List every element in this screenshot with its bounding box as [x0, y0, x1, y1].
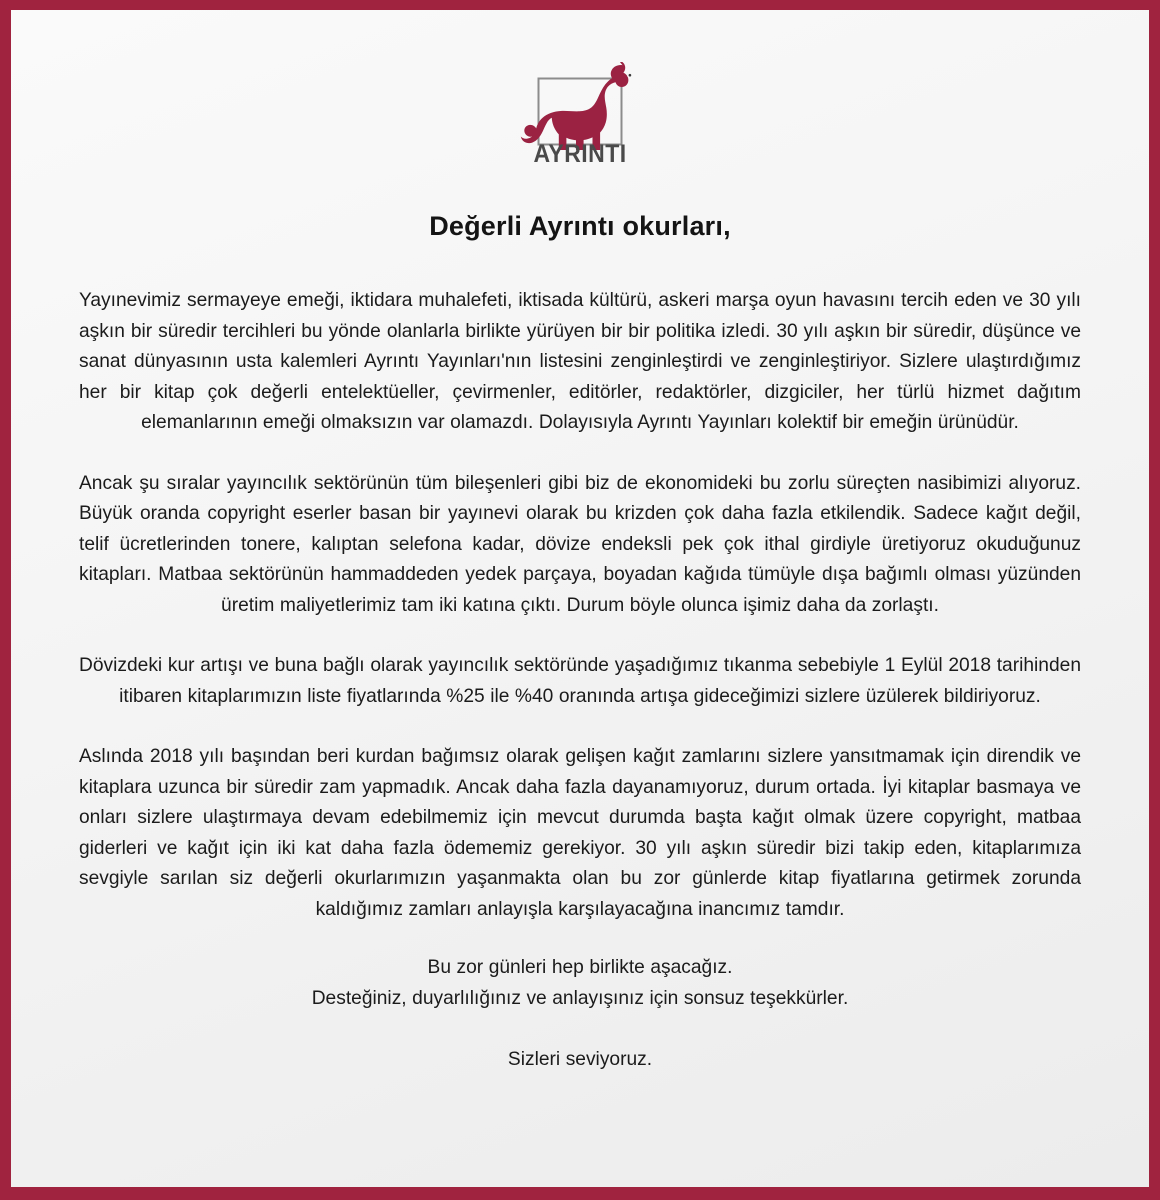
letter	[11, 211, 1149, 1076]
sign-off-block	[79, 1045, 1081, 1076]
closing-block	[79, 953, 1081, 1014]
logo-block	[11, 10, 1149, 168]
logo-wordmark: AYRINTI	[533, 140, 627, 168]
sign-off-line: Sizleri seviyoruz.	[507, 1049, 653, 1070]
letter-paragraph-3: Dövizdeki kur artışı ve buna bağlı olarak yayıncılık sektöründe yaşadığımız tıkanma sebebiyle 1 Eylül 2018 tarihinden itibaren kitaplarımızın liste fiyatlarında %25 ile %40 oranında artışa gideceğimizi sizlere üzülerek bildiriyoruz.	[79, 655, 1081, 707]
letter-body	[79, 286, 1081, 1076]
letter-paragraph-2: Ancak şu sıralar yayıncılık sektörünün tüm bileşenleri gibi biz de ekonomideki bu zorlu süreçten nasibimizi alıyoruz. Büyük oranda copyright eserler basan bir yayınevi olarak bu krizden çok daha fazla etkilendik. Sadece kağıt değil, telif ücretlerinden tonere, kalıptan selefona kadar, dövize endeksli pek çok ithal girdiyle üretiyoruz okuduğunuz kitapları. Matbaa sektörünün hammaddeden yedek parçaya, boyadan kağıda tümüyle dışa bağımlı olması yüzünden üretim maliyetlerimiz tam iki katına çıktı. Durum böyle olunca işimiz daha da zorlaştı.	[79, 472, 1081, 616]
letter-sheet	[11, 10, 1149, 1187]
closing-line-1: Bu zor günleri hep birlikte aşacağız.	[427, 957, 733, 978]
page-title: Değerli Ayrıntı okurları,	[429, 211, 731, 241]
letter-paragraph-4: Aslında 2018 yılı başından beri kurdan bağımsız olarak gelişen kağıt zamlarını sizlere yansıtmamak için direndik ve kitaplara uzunca bir süredir zam yapmadık. Ancak daha fazla dayanamıyoruz, durum ortada. İyi kitaplar basmaya ve onları sizlere ulaştırmaya devam edebilmemiz için mevcut durumda başta kağıt olmak üzere copyright, matbaa giderleri ve kağıt için iki kat daha fazla ödememiz gerekiyor. 30 yılı aşkın süredir bizi takip eden, kitaplarımıza sevgiyle sarılan siz değerli okurlarımızın yaşanmakta olan bu zor günlerde kitap fiyatlarına getirmek zorunda kaldığımız zamları anlayışla karşılayacağına inancımız tamdır.	[79, 746, 1081, 920]
ayrinti-yayinlari-logo	[518, 62, 642, 168]
letter-paragraph-1: Yayınevimiz sermayeye emeği, iktidara muhalefeti, iktisada kültürü, askeri marşa oyun havasını tercih eden ve 30 yılı aşkın bir süredir tercihleri bu yönde olanlarla birlikte yürüyen bir bir politika izledi. 30 yılı aşkın bir süredir, düşünce ve sanat dünyasının usta kalemleri Ayrıntı Yayınları'nın listesini zenginleştirdi ve zenginleştiriyor. Sizlere ulaştırdığımız her bir kitap çok değerli entelektüeller, çevirmenler, editörler, redaktörler, dizgiciler, her türlü hizmet dağıtım elemanlarının emeği olmaksızın var olamazdı. Dolayısıyla Ayrıntı Yayınları kolektif bir emeğin ürünüdür.	[79, 290, 1081, 433]
closing-line-2: Desteğiniz, duyarlılığınız ve anlayışınız için sonsuz teşekkürler.	[311, 987, 849, 1009]
